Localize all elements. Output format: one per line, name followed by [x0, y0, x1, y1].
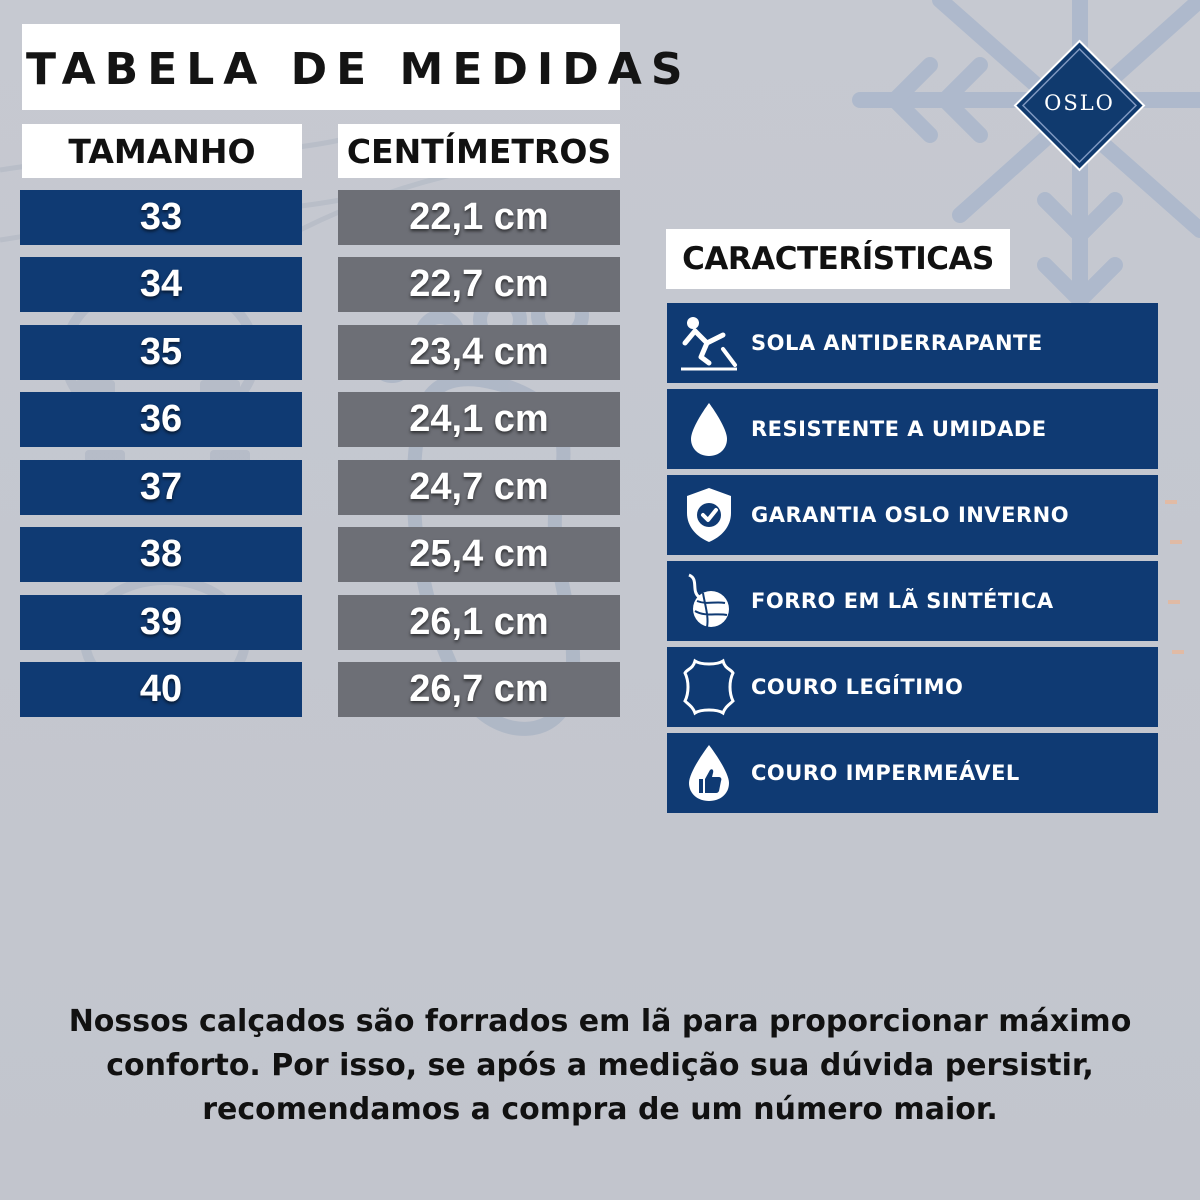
feature-label: COURO IMPERMEÁVEL [751, 761, 1020, 785]
size-cell: 34 [20, 257, 302, 312]
feature-label: RESISTENTE A UMIDADE [751, 417, 1047, 441]
feature-label: COURO LEGÍTIMO [751, 675, 964, 699]
feature-item [667, 475, 1158, 555]
size-column-header: TAMANHO [22, 124, 302, 178]
feature-item [667, 303, 1158, 383]
feature-label: FORRO EM LÃ SINTÉTICA [751, 589, 1054, 613]
page-title: TABELA DE MEDIDAS [26, 44, 692, 95]
feature-item [667, 647, 1158, 727]
note-line: Nossos calçados são forrados em lã para proporcionar máximo [68, 1004, 1132, 1039]
size-cell: 40 [20, 662, 302, 717]
cm-column-header: CENTÍMETROS [338, 124, 620, 178]
feature-item [667, 561, 1158, 641]
cm-cell: 25,4 cm [338, 527, 620, 582]
size-cell: 38 [20, 527, 302, 582]
feature-label: SOLA ANTIDERRAPANTE [751, 331, 1043, 355]
decorative-dashes [1165, 500, 1184, 654]
cm-cell: 24,7 cm [338, 460, 620, 515]
leather-hide-icon [679, 657, 739, 717]
cm-cell: 26,1 cm [338, 595, 620, 650]
note-line: recomendamos a compra de um número maior. [202, 1092, 998, 1127]
size-cell: 39 [20, 595, 302, 650]
cm-cell: 23,4 cm [338, 325, 620, 380]
slip-icon [679, 313, 739, 373]
size-cell: 35 [20, 325, 302, 380]
size-cell: 33 [20, 190, 302, 245]
feature-item [667, 389, 1158, 469]
size-cell: 37 [20, 460, 302, 515]
cm-cell: 24,1 cm [338, 392, 620, 447]
sizing-note [30, 1000, 1170, 1132]
features-title: CARACTERÍSTICAS [666, 229, 1010, 289]
note-line: conforto. Por isso, se após a medição sua dúvida persistir, [106, 1048, 1094, 1083]
feature-item [667, 733, 1158, 813]
drop-thumbs-up-icon [679, 743, 739, 803]
size-cell: 36 [20, 392, 302, 447]
cm-cell: 26,7 cm [338, 662, 620, 717]
cm-cell: 22,7 cm [338, 257, 620, 312]
shield-check-icon [679, 485, 739, 545]
cm-cell: 22,1 cm [338, 190, 620, 245]
water-drop-icon [679, 399, 739, 459]
feature-label: GARANTIA OSLO INVERNO [751, 503, 1070, 527]
brand-name: OSLO [1044, 91, 1115, 115]
yarn-ball-icon [679, 571, 739, 631]
